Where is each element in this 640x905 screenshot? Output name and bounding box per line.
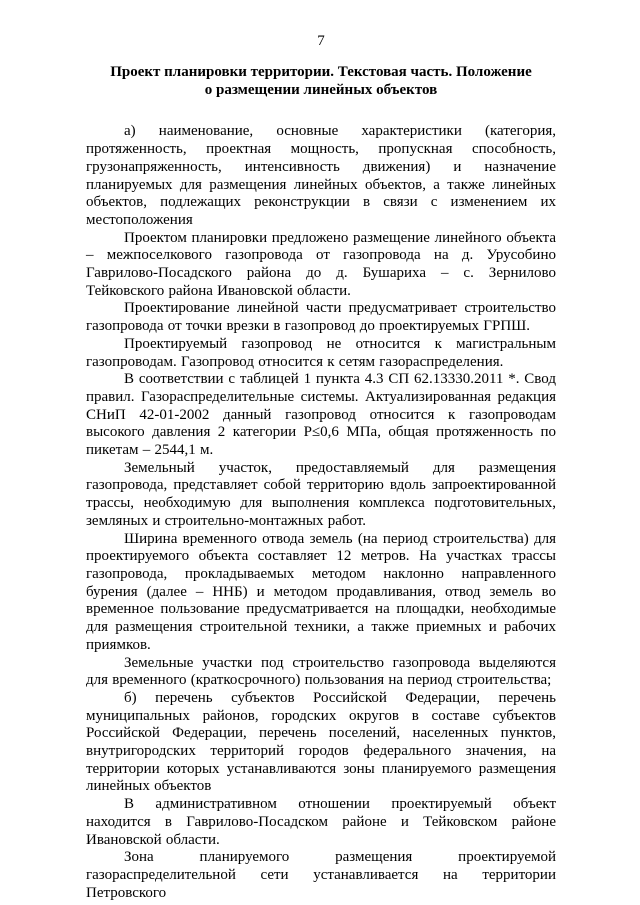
paragraph-pipeline-classification: Проектируемый газопровод не относится к магистральным газопроводам. Газопровод относится к сетям газораспределения. xyxy=(86,335,556,370)
document-body xyxy=(86,123,556,902)
paragraph-land-plot: Земельный участок, предоставляемый для размещения газопровода, представляет собой территорию вдоль запроектированной трассы, необходимую для выполнения комплекса подготовительных, земляных и строительно-монтажных работ. xyxy=(86,459,556,529)
paragraph-linear-part-design: Проектирование линейной части предусматривает строительство газопровода от точки врезки в газопровод до проектируемых ГРПШ. xyxy=(86,300,556,335)
paragraph-administrative-location: В административном отношении проектируемый объект находится в Гаврилово-Посадском районе и Тейковском районе Ивановской области. xyxy=(86,796,556,848)
document-title-line-2: о размещении линейных объектов xyxy=(204,81,438,98)
paragraph-pressure-category: В соответствии с таблицей 1 пункта 4.3 СП 62.13330.2011 *. Свод правил. Газораспределительные системы. Актуализированная редакция СНиП 42-01-2002 данный газопровод относится к газопроводам высокого давления 2 категории Р≤0,6 МПа, общая протяженность по пикетам – 2544,1 м. xyxy=(86,371,556,459)
document-title xyxy=(86,64,556,99)
paragraph-placement-zone: Зона планируемого размещения проектируемой газораспределительной сети устанавливается на территории Петровского xyxy=(86,849,556,901)
page-number: 7 xyxy=(317,33,325,49)
paragraph-temporary-allotment-width: Ширина временного отвода земель (на период строительства) для проектируемого объекта составляет 12 метров. На участках трассы газопровода, прокладываемых методом наклонно направленного бурения (далее – ННБ) и методом продавливания, отвод земель во временное пользование предусматривается на площадки, необходимые для размещения строительной техники, а также приемных и рабочих приямков. xyxy=(86,530,556,653)
paragraph-list-item-b: б) перечень субъектов Российской Федерации, перечень муниципальных районов, городских округов в составе субъектов Российской Федерации, перечень поселений, населенных пунктов, внутригородских территорий городов федерального значения, на территории которых устанавливаются зоны планируемого размещения линейных объектов xyxy=(86,689,556,795)
document-title-line-1: Проект планировки территории. Текстовая часть. Положение xyxy=(110,64,532,80)
paragraph-list-item-a: а) наименование, основные характеристики (категория, протяженность, проектная мощность, пропускная способность, грузонапряженность, интенсивность движения) и назначение планируемых для размещения линейных объектов, а также линейных объектов, подлежащих реконструкции в связи с изменением их местоположения xyxy=(86,123,556,228)
paragraph-land-plots-temporary-use: Земельные участки под строительство газопровода выделяются для временного (краткосрочного) пользования на период строительства; xyxy=(86,654,556,689)
paragraph-pipeline-placement: Проектом планировки предложено размещение линейного объекта – межпоселкового газопровода от газопровода на д. Урусобино Гаврилово-Посадского района до д. Бушариха – с. Зернилово Тейковского района Ивановской области. xyxy=(86,229,556,299)
